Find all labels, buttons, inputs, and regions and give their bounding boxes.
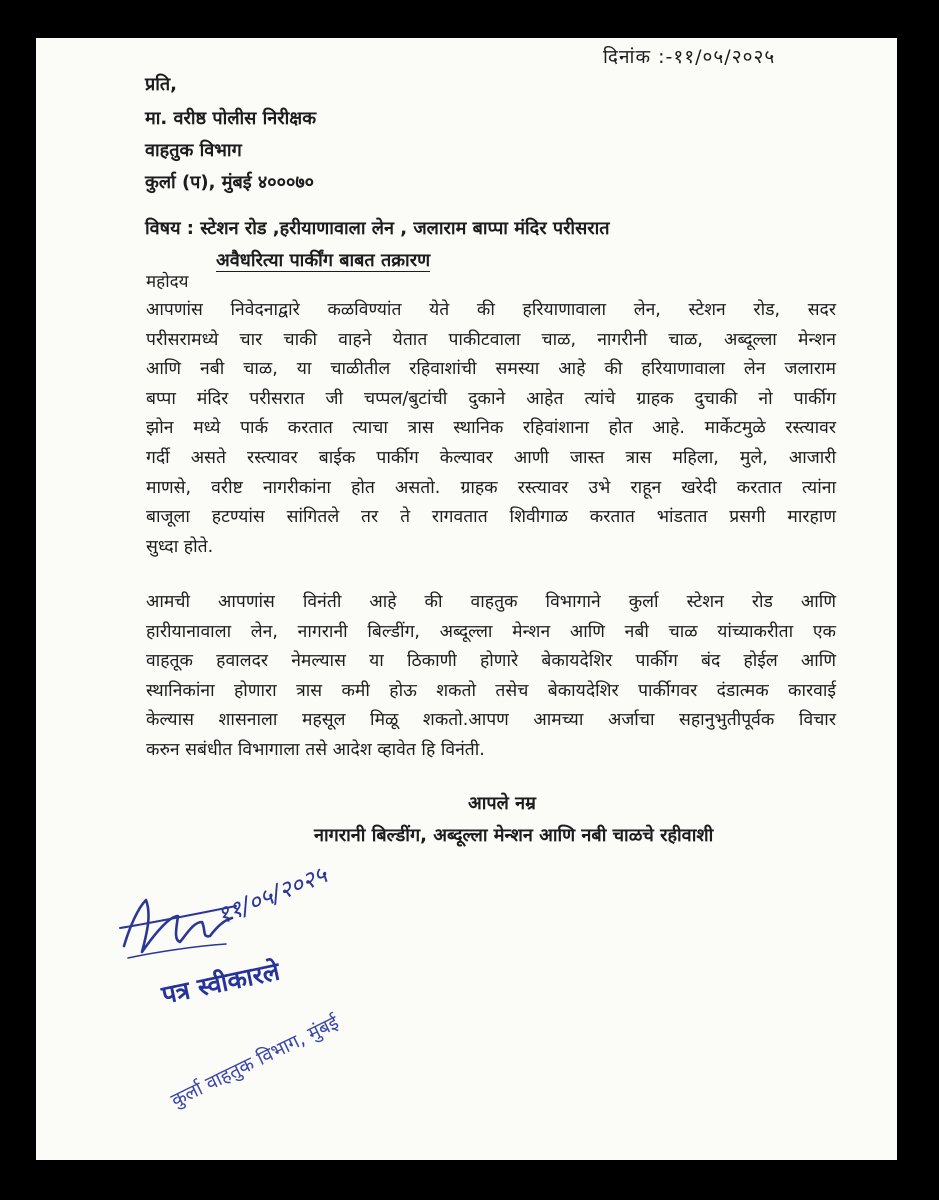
closing-line-2: नागरानी बिल्डींग, अब्दूल्ला मेन्शन आणि नबी चाळचे रहीवाशी [314,825,714,846]
paragraph-1-line: माणसे, वरीष्ट नागरीकांना होत असतो. ग्राहक रस्त्यावर उभे राहून खरेदी करतात त्यांना [146,477,836,498]
subject-line-1 [145,218,610,240]
received-stamp-title: पत्र स्वीकारले [159,956,283,1010]
paragraph-2 [146,588,836,766]
paragraph-2-line: करुन सबंधीत विभागाला तसे आदेश व्हावेत हि विनंती. [146,739,485,760]
subject-text-2: अवैधरित्या पार्कींग बाबत तक्रारण [216,250,431,271]
subject-text-1: स्टेशन रोड ,हरीयाणावाला लेन , जलाराम बाप्पा मंदिर परीसरात [200,218,610,239]
paragraph-1-line: सुध्दा होते. [146,536,214,557]
recipient-address: कुर्ला (प), मुंबई ४०००७० [145,172,315,193]
paragraph-1-line: झोन मध्ये पार्क करतात त्याचा त्रास स्थानिक रहिवांशाना होत आहे. मार्केटमुळे रस्त्यावर [146,418,836,439]
paragraph-1-line: गर्दी असते रस्त्यावर बाईक पार्कीग केल्यावर आणी जास्त त्रास महिला, मुले, आजारी [146,447,836,468]
salutation: महोदय [146,272,189,292]
subject-line-2 [216,250,430,272]
paragraph-1-line: बप्पा मंदिर परीसरात जी चप्पल/बुटांची दुकाने आहेत त्यांचे ग्राहक दुचाकी नो पार्कीग [146,388,836,409]
paragraph-2-line: स्थानिकांना होणारा त्रास कमी होऊ शकतो तसेच बेकायदेशिर पार्कीगवर दंडात्मक कारवाई [146,680,836,701]
received-stamp-office: कुर्ला वाहतुक विभाग, मुंबई [167,1011,343,1112]
letter-page [36,38,897,1160]
paragraph-1-line: परीसरामध्ये चार चाकी वाहने येतात पाकीटवाला चाळ, नागरीनी चाळ, अब्दूल्ला मेन्शन [146,329,836,350]
paragraph-2-line: वाहतूक हवालदर नेमल्यास या ठिकाणी होणारे बेकायदेशिर पार्कीग बंद होईल आणि [146,651,836,672]
paragraph-2-line: हारीयानावाला लेन, नागरानी बिल्डींग, अब्दूल्ला मेन्शन आणि नबी चाळ यांच्याकरीता एक [146,621,836,642]
paragraph-2-line: केल्यास शासनाला महसूल मिळू शकतो.आपण आमच्या अर्जाचा सहानुभुतीपूर्वक विचार [146,710,836,731]
paragraph-1 [146,296,836,562]
paragraph-2-line: आमची आपणांस विनंती आहे की वाहतुक विभागाने कुर्ला स्टेशन रोड आणि [146,592,836,612]
closing-line-1: आपले नम्र [468,793,536,814]
paragraph-1-line: आणि नबी चाळ, या चाळीतील रहिवाशांची समस्या आहे की हरियाणावाला लेन जलाराम [146,359,836,380]
recipient-department: वाहतुक विभाग [145,140,242,161]
paragraph-1-line: बाजूला हटण्यांस सांगितले तर ते रागवतात शिवीगाळ करतात भांडतात प्रसगी मारहाण [146,507,836,528]
received-stamp-date: ११/०५/२०२५ [212,860,331,930]
recipient-designation: मा. वरीष्ठ पोलीस निरीक्षक [145,108,317,129]
paragraph-1-line: आपणांस निवेदनाद्वारे कळविण्यांत येते की हरियाणावाला लेन, स्टेशन रोड, सदर [146,300,836,320]
recipient-prati: प्रति, [145,74,178,95]
letter-date: दिनांक :-११/०५/२०२५ [603,46,776,68]
subject-label: विषय : [145,218,194,239]
